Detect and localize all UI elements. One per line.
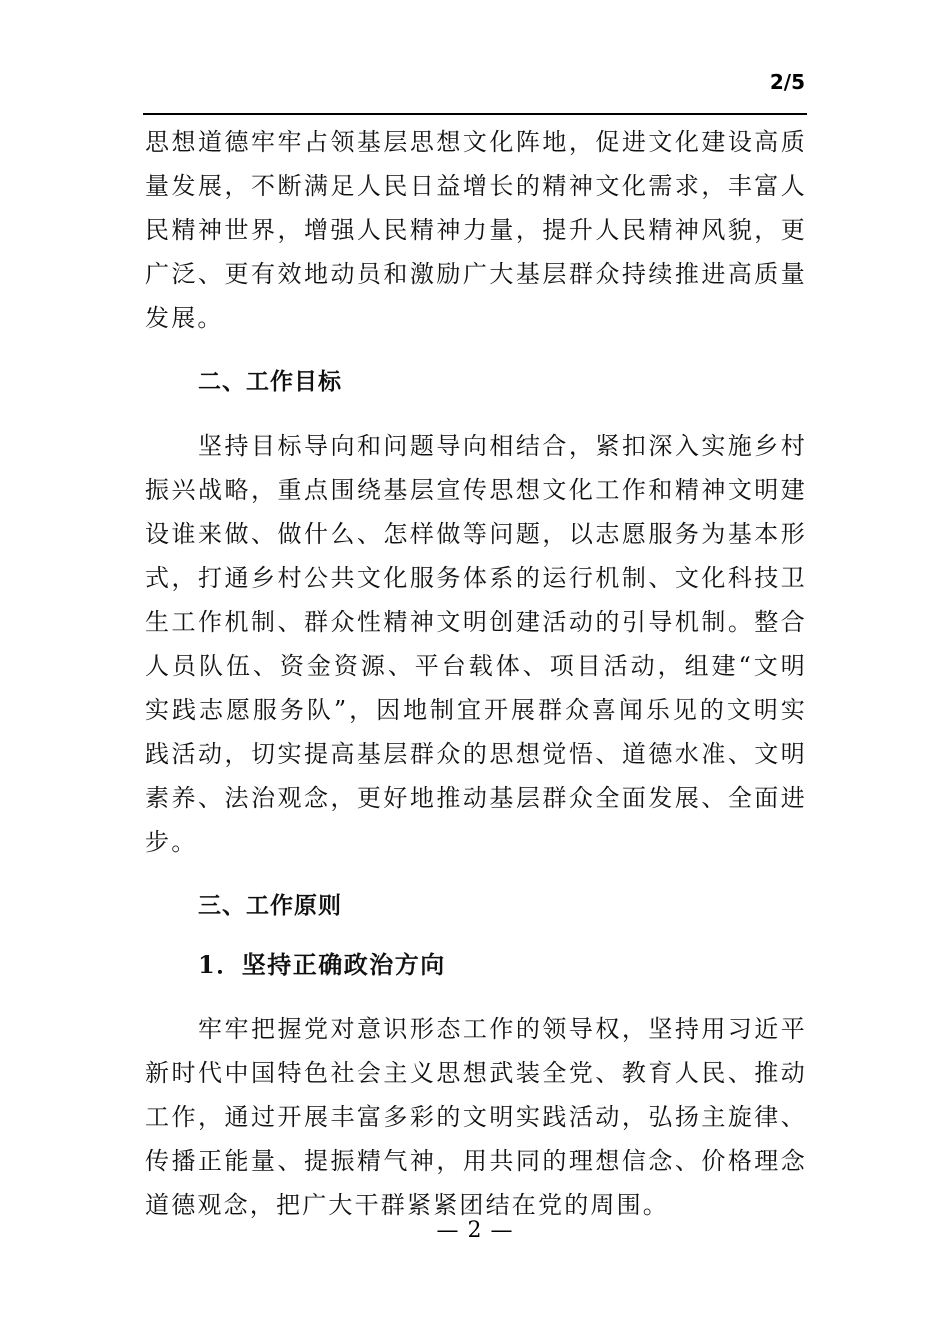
spacer (145, 404, 807, 424)
spacer (145, 928, 807, 943)
header-rule (143, 113, 807, 115)
page-number-footer: — 2 — (436, 1218, 514, 1243)
spacer (145, 340, 807, 360)
subheading-political-direction: 1．坚持正确政治方向 (198, 950, 446, 979)
goals-paragraph: 坚持目标导向和问题导向相结合，紧扣深入实施乡村振兴战略，重点围绕基层宣传思想文化工作和精神文明建设谁来做、做什么、怎样做等问题，以志愿服务为基本形式，打通乡村公共文化服务体系的运行机制、文化科技卫生工作机制、群众性精神文明创建活动的引导机制。整合人员队伍、资金资源、平台载体、项目活动，组建“文明实践志愿服务队”，因地制宜开展群众喜闻乐见的文明实践活动，切实提高基层群众的思想觉悟、道德水准、文明素养、法治观念，更好地推动基层群众全面发展、全面进步。 (145, 432, 807, 856)
spacer (145, 864, 807, 884)
section-heading-principles: 三、工作原则 (198, 893, 342, 919)
principles-paragraph: 牢牢把握党对意识形态工作的领导权，坚持用习近平新时代中国特色社会主义思想武装全党、教育人民、推动工作，通过开展丰富多彩的文明实践活动，弘扬主旋律、传播正能量、提振精气神，用共同的理想信念、价格理念道德观念，把广大干群紧紧团结在党的周围。 (145, 1015, 807, 1219)
page-counter: 2/5 (769, 70, 805, 94)
section-heading-goals: 二、工作目标 (198, 369, 342, 395)
intro-paragraph: 思想道德牢牢占领基层思想文化阵地，促进文化建设高质量发展，不断满足人民日益增长的精神文化需求，丰富人民精神世界，增强人民精神力量，提升人民精神风貌，更广泛、更有效地动员和激励广大基层群众持续推进高质量发展。 (145, 128, 807, 332)
spacer (145, 987, 807, 1007)
document-body (145, 120, 807, 1227)
